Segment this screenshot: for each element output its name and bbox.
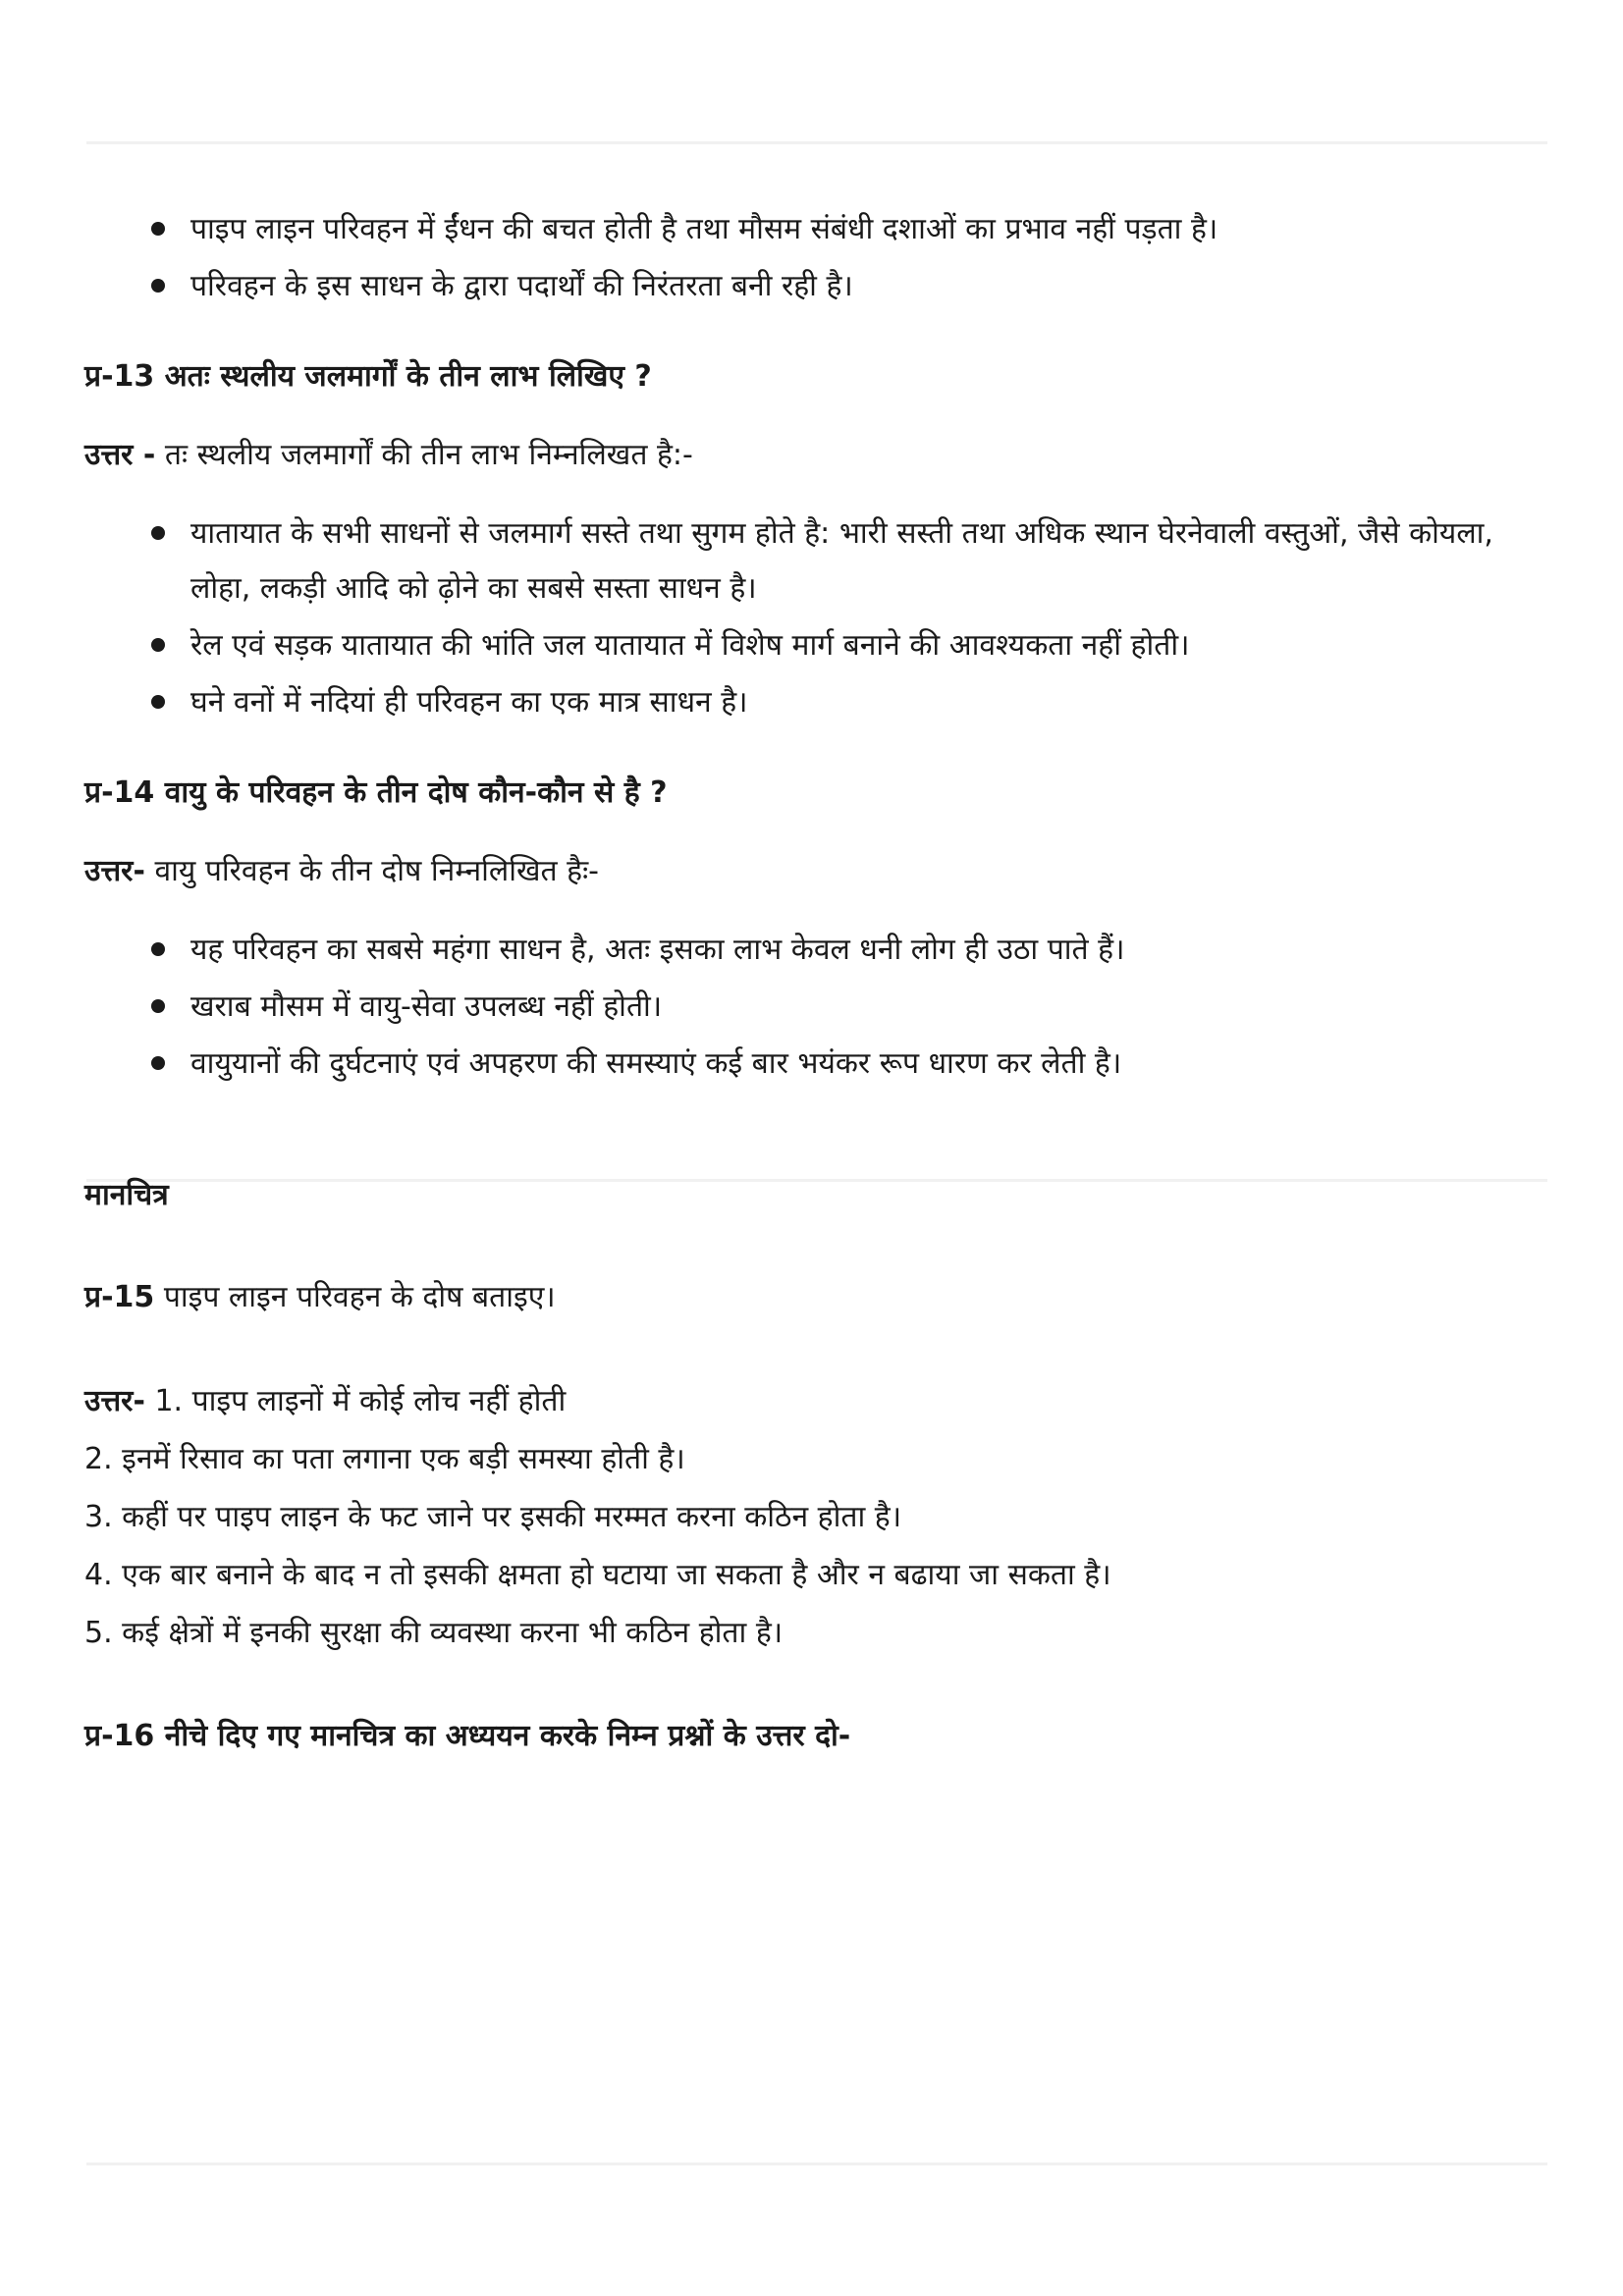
question-14: प्र-14 वायु के परिवहन के तीन दोष कौन-कौन से है ?: [84, 775, 668, 810]
answer-text: वायु परिवहन के तीन दोष निम्नलिखित हैः-: [144, 854, 599, 888]
answer-13-intro: [84, 428, 1557, 483]
list-item: यह परिवहन का सबसे महंगा साधन है, अतः इसका लाभ केवल धनी लोग ही उठा पाते हैं।: [84, 923, 1557, 978]
waterway-benefits-list: [84, 507, 1557, 730]
answer-15-line: 5. कई क्षेत्रों में इनकी सुरक्षा की व्यवस्था करना भी कठिन होता है।: [84, 1616, 784, 1650]
answer-15-line: 4. एक बार बनाने के बाद न तो इसकी क्षमता हो घटाया जा सकता है और न बढाया जा सकता है।: [84, 1558, 1111, 1592]
answer-label: उत्तर-: [84, 1384, 145, 1418]
section-title-map: मानचित्र: [84, 1178, 169, 1212]
answer-label: उत्तर -: [84, 438, 156, 472]
question-15: [84, 1270, 1557, 1325]
question-text: पाइप लाइन परिवहन के दोष बताइए।: [154, 1280, 556, 1314]
air-transport-drawbacks-list: [84, 923, 1557, 1092]
list-item: खराब मौसम में वायु-सेवा उपलब्ध नहीं होती।: [84, 980, 1557, 1035]
list-item: वायुयानों की दुर्घटनाएं एवं अपहरण की समस्याएं कई बार भयंकर रूप धारण कर लेती है।: [84, 1037, 1557, 1092]
question-13: प्र-13 अतः स्थलीय जलमार्गों के तीन लाभ लिखिए ?: [84, 359, 652, 394]
question-16: प्र-16 नीचे दिए गए मानचित्र का अध्ययन करके निम्न प्रश्नों के उत्तर दो-: [84, 1719, 851, 1753]
document-body: [84, 202, 1557, 1764]
list-item: पाइप लाइन परिवहन में ईंधन की बचत होती है तथा मौसम संबंधी दशाओं का प्रभाव नहीं पड़ता है।: [84, 202, 1557, 257]
list-item: यातायात के सभी साधनों से जलमार्ग सस्ते तथा सुगम होते है: भारी सस्ती तथा अधिक स्थान घेरनेवाली वस्तुओं, जैसे कोयला, लोहा, लकड़ी आदि को ढ़ोने का सबसे सस्ता साधन है।: [84, 507, 1557, 616]
answer-15-line: 3. कहीं पर पाइप लाइन के फट जाने पर इसकी मरम्मत करना कठिन होता है।: [84, 1500, 902, 1534]
bottom-divider: [86, 2163, 1547, 2165]
answer-14-intro: [84, 844, 1557, 899]
question-label: प्र-15: [84, 1280, 155, 1314]
top-divider: [86, 141, 1547, 144]
answer-label: उत्तर-: [84, 854, 145, 888]
answer-text: 1. पाइप लाइनों में कोई लोच नहीं होती: [144, 1384, 567, 1418]
answer-15-line: 2. इनमें रिसाव का पता लगाना एक बड़ी समस्या होती है।: [84, 1442, 685, 1476]
list-item: रेल एवं सड़क यातायात की भांति जल यातायात में विशेष मार्ग बनाने की आवश्यकता नहीं होती।: [84, 618, 1557, 673]
pipeline-benefits-list: [84, 202, 1557, 314]
list-item: घने वनों में नदियां ही परिवहन का एक मात्र साधन है।: [84, 675, 1557, 730]
list-item: परिवहन के इस साधन के द्वारा पदार्थों की निरंतरता बनी रही है।: [84, 259, 1557, 314]
answer-15-line: [84, 1372, 1557, 1430]
answer-text: तः स्थलीय जलमार्गों की तीन लाभ निम्नलिखत है:-: [155, 438, 693, 472]
